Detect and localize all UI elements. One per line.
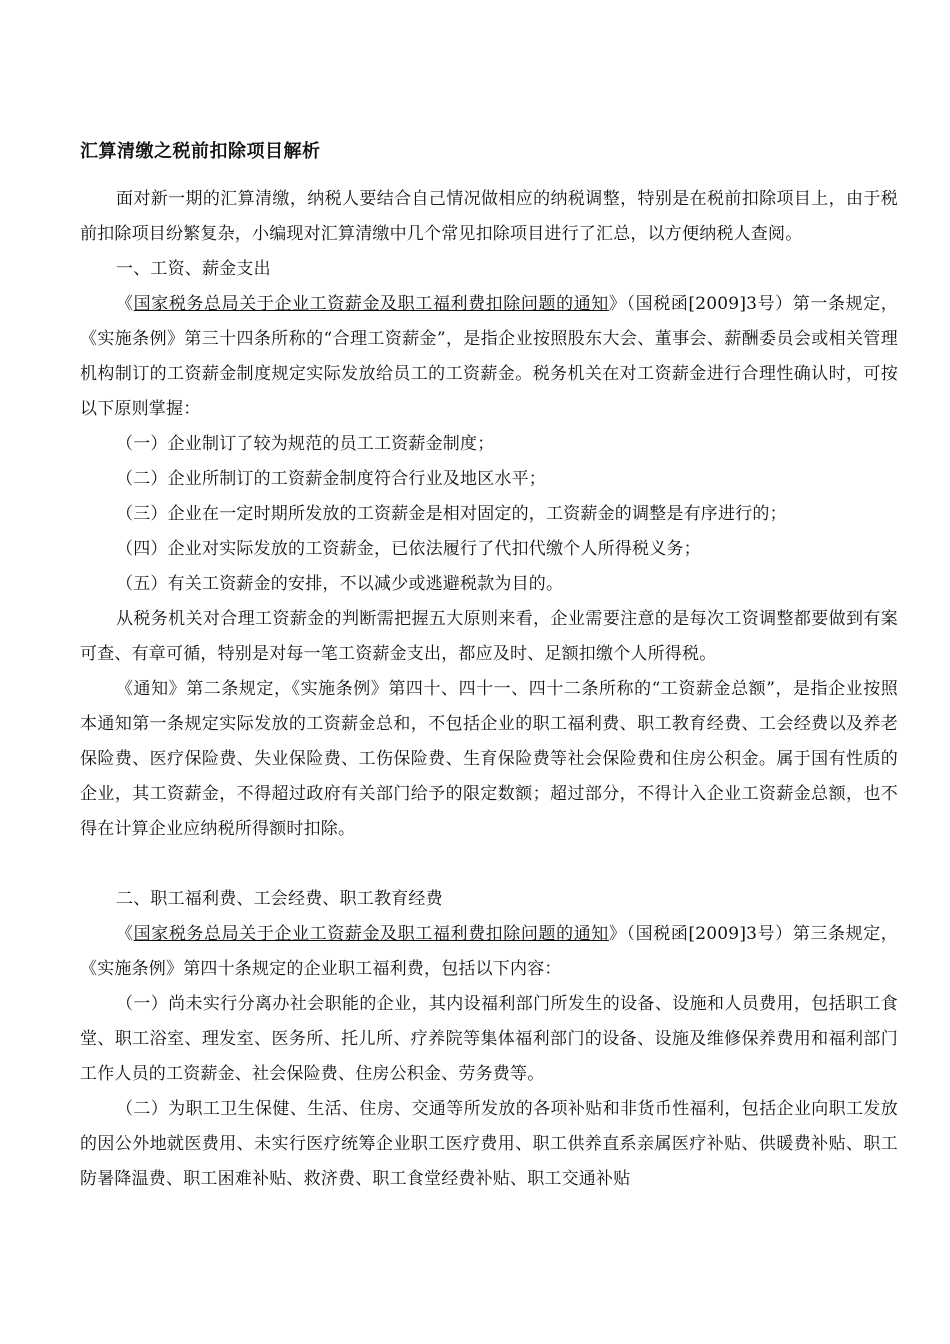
section1-item-5: （五）有关工资薪金的安排，不以减少或逃避税款为目的。 — [116, 574, 564, 594]
section2-item-1: （一）尚未实行分离办社会职能的企业，其内设福利部门所发生的设备、设施和人员费用，包括职工食堂、职工浴室、理发室、医务所、托儿所、疗养院等集体福利部门的设备、设施及维修保养费用和福利部门工作人员的工资薪金、社会保险费、住房公积金、劳务费等。 — [80, 994, 898, 1084]
section1-paragraph1 — [80, 287, 898, 427]
section1-p1-suffix: 》（国税函[2009]3号）第一条规定，《实施条例》第三十四条所称的“合理工资薪金”，是指企业按照股东大会、董事会、薪酬委员会或相关管理机构制订的工资薪金制度规定实际发放给员工的工资薪金。税务机关在对工资薪金进行合理性确认时，可按以下原则掌握： — [80, 294, 898, 419]
section1-heading: 一、工资、薪金支出 — [116, 259, 271, 279]
section1-item-4: （四）企业对实际发放的工资薪金，已依法履行了代扣代缴个人所得税义务； — [116, 539, 701, 559]
section1-p1-notice-title: 国家税务总局关于企业工资薪金及职工福利费扣除问题的通知 — [133, 294, 609, 314]
intro-paragraph: 面对新一期的汇算清缴，纳税人要结合自己情况做相应的纳税调整，特别是在税前扣除项目上，由于税前扣除项目纷繁复杂，小编现对汇算清缴中几个常见扣除项目进行了汇总，以方便纳税人查阅。 — [80, 189, 898, 244]
section1-item-3: （三）企业在一定时期所发放的工资薪金是相对固定的，工资薪金的调整是有序进行的； — [116, 504, 787, 524]
section2-p1-prefix: 《 — [116, 924, 134, 944]
section-spacer — [80, 847, 898, 882]
section1-item-1: （一）企业制订了较为规范的员工工资薪金制度； — [116, 434, 495, 454]
section1-paragraph3: 《通知》第二条规定，《实施条例》第四十、四十一、四十二条所称的“工资薪金总额”，是指企业按照本通知第一条规定实际发放的工资薪金总和，不包括企业的职工福利费、职工教育经费、工会经费以及养老保险费、医疗保险费、失业保险费、工伤保险费、生育保险费等社会保险费和住房公积金。属于国有性质的企业，其工资薪金，不得超过政府有关部门给予的限定数额；超过部分，不得计入企业工资薪金总额，也不得在计算企业应纳税所得额时扣除。 — [80, 679, 898, 839]
section2-heading: 二、职工福利费、工会经费、职工教育经费 — [116, 889, 443, 909]
section2-p1-suffix: 》（国税函[2009]3号）第三条规定，《实施条例》第四十条规定的企业职工福利费，包括以下内容： — [80, 924, 898, 979]
section2-item-2: （二）为职工卫生保健、生活、住房、交通等所发放的各项补贴和非货币性福利，包括企业向职工发放的因公外地就医费用、未实行医疗统筹企业职工医疗费用、职工供养直系亲属医疗补贴、供暖费补贴、职工防暑降温费、职工困难补贴、救济费、职工食堂经费补贴、职工交通补贴 — [80, 1099, 898, 1189]
section1-paragraph2: 从税务机关对合理工资薪金的判断需把握五大原则来看，企业需要注意的是每次工资调整都要做到有案可查、有章可循，特别是对每一笔工资薪金支出，都应及时、足额扣缴个人所得税。 — [80, 609, 898, 664]
section1-item-2: （二）企业所制订的工资薪金制度符合行业及地区水平； — [116, 469, 546, 489]
section2-p1-notice-title: 国家税务总局关于企业工资薪金及职工福利费扣除问题的通知 — [133, 924, 609, 944]
section2-paragraph1 — [80, 917, 898, 987]
document-title: 汇算清缴之税前扣除项目解析 — [80, 141, 321, 162]
section1-p1-prefix: 《 — [116, 294, 134, 314]
document-body — [80, 118, 898, 1197]
